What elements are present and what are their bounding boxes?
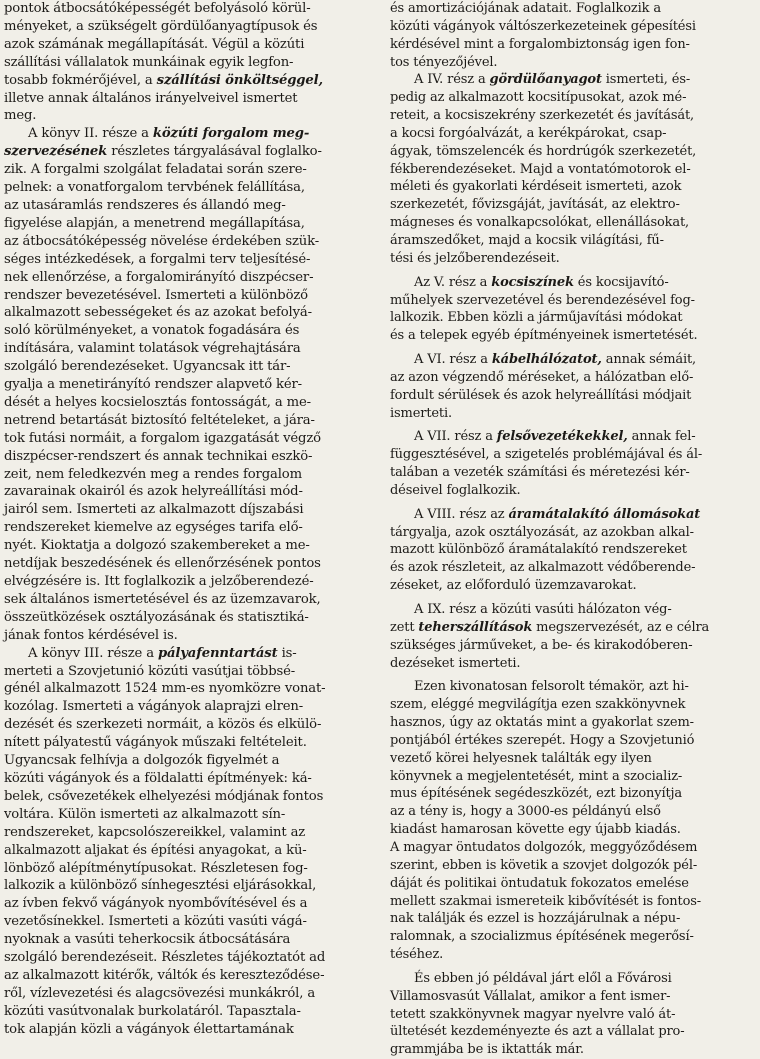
text-run: és azok részleteit, az alkalmazott védőberende- [390, 560, 696, 576]
text-line [4, 483, 366, 501]
text-line [390, 857, 752, 875]
text-run: közúti vasútvonalak burkolatáról. Tapasztala- [4, 1003, 301, 1019]
emphasized-term: kábelhálózatot, [491, 352, 602, 368]
text-line [4, 734, 366, 752]
text-line [4, 770, 366, 788]
text-run: ralomnak, a szocializmus építésének megerősí- [390, 929, 694, 945]
text-run: részletes tárgyalásával foglalko- [107, 144, 322, 160]
text-line [4, 72, 366, 90]
text-line [390, 292, 752, 310]
text-run: zett [390, 619, 419, 635]
text-line [390, 696, 752, 714]
text-line [4, 233, 366, 251]
text-line [390, 274, 752, 292]
text-run: A VII. rész a [414, 429, 497, 445]
text-line [4, 501, 366, 519]
text-run: ültetését kezdeményezte és azt a vállalat pro- [390, 1024, 685, 1040]
text-run: jairól sem. Ismerteti az alkalmazott díjszabási [4, 502, 304, 518]
text-run: ményeket, a szükségelt gördülőanyagtípusok és [4, 18, 318, 34]
text-run: Az V. rész a [414, 274, 492, 290]
text-line [390, 250, 752, 268]
text-line [390, 541, 752, 559]
text-run: kozólag. Ismerteti a vágányok alaprajzi elren- [4, 699, 304, 715]
text-line [4, 788, 366, 806]
text-line [4, 949, 366, 967]
text-line [390, 678, 752, 696]
text-line [390, 161, 752, 179]
text-run: zavarainak okairól és azok helyreállítási mód- [4, 484, 303, 500]
text-run: az a tény is, hogy a 3000-es példányú első [390, 804, 661, 820]
text-run: tárgyalja, azok osztályozását, az azokban alkal- [390, 524, 694, 540]
text-run: Villamosvasút Vállalat, amikor a fent ismer- [390, 988, 671, 1004]
text-run: jának fontos kérdésével is. [4, 627, 178, 643]
text-line [390, 387, 752, 405]
text-run: tetett szakkönyvnek magyar nyelvre való át- [390, 1006, 676, 1022]
text-run: netdíjak beszedésének és ellenőrzésének pontos [4, 556, 321, 572]
text-run: összeütközések osztályozásának és statisztiká- [4, 609, 309, 625]
text-line [390, 464, 752, 482]
text-line [4, 394, 366, 412]
text-run: belek, csővezetékek elhelyezési módjának fontos [4, 788, 324, 804]
text-run: a kocsi forgóalvázát, a kerékpárokat, csap- [390, 125, 667, 141]
text-run: déseivel foglalkozik. [390, 482, 521, 498]
emphasized-term: áramátalakító állomásokat [508, 506, 701, 522]
text-line [4, 895, 366, 913]
text-run: reteit, a kocsiszekrény szerkezetét és javítását, [390, 108, 695, 124]
text-run: tok futási normáit, a forgalom igazgatását végző [4, 430, 321, 446]
text-line [390, 309, 752, 327]
text-run: gyalja a menetirányító rendszer alapvető kér- [4, 377, 302, 393]
text-line [4, 0, 366, 18]
text-run: ismerteti. [390, 405, 452, 421]
emphasized-term: pályafenntartást [157, 645, 278, 661]
text-run: sek általános ismertetésével és az üzemzavarok, [4, 591, 321, 607]
text-run: ismerteti, és- [601, 72, 691, 88]
text-line [4, 430, 366, 448]
emphasized-term: kocsiszínek [491, 274, 574, 290]
text-run: függesztésével, a szigetelés problémájával és ál- [390, 447, 703, 463]
text-line [390, 178, 752, 196]
text-line [390, 655, 752, 673]
text-run: meg. [4, 108, 37, 124]
text-run: közúti vágányok és a földalatti építmények: ká- [4, 770, 312, 786]
text-run: diszpécser-rendszert és annak technikai eszkö- [4, 448, 313, 464]
text-line [390, 714, 752, 732]
text-line [390, 601, 752, 619]
text-line [390, 821, 752, 839]
emphasized-term: gördülőanyagot [489, 72, 602, 88]
emphasized-term: teherszállítások [418, 619, 533, 635]
text-run: vezető körei helyesnek találták egy ilyen [390, 750, 652, 766]
text-run: tési és jelzőberendezéseit. [390, 250, 560, 266]
text-line [4, 197, 366, 215]
text-line [390, 36, 752, 54]
text-run: rendszereket kiemelve az egységes tarifa elő- [4, 520, 303, 536]
text-line [4, 645, 366, 663]
text-run: A könyv III. része a [28, 645, 158, 661]
text-line [390, 875, 752, 893]
text-line [390, 351, 752, 369]
text-run: kiadást hamarosan követte egy újabb kiadás. [390, 822, 681, 838]
text-run: zeit, nem feledkezvén meg a rendes forgalom [4, 466, 302, 482]
text-line [390, 524, 752, 542]
text-run: mazott különböző áramátalakító rendszereket [390, 542, 687, 558]
text-run: séges intézkedések, a forgalmi terv teljesítésé- [4, 251, 311, 267]
text-run: nített pályatestű vágányok műszaki feltételeit. [4, 735, 307, 751]
text-run: fordult sérülések és azok helyreállítási módjait [390, 387, 692, 403]
text-line [390, 107, 752, 125]
text-run: áramszedőket, majd a kocsik világítási, fű- [390, 232, 664, 248]
text-run: szerint, ebben is követik a szovjet dolgozók pél- [390, 857, 698, 873]
text-line [390, 1041, 752, 1059]
text-line [390, 768, 752, 786]
text-run: A VI. rész a [414, 352, 492, 368]
text-run: zik. A forgalmi szolgálat feladatai során szere- [4, 162, 307, 178]
text-run: tosabb fokmérőjével, a [4, 72, 157, 88]
text-line [4, 573, 366, 591]
text-run: nek ellenőrzése, a forgalomirányító diszpécser- [4, 269, 314, 285]
text-line [4, 609, 366, 627]
text-run: annak fel- [627, 429, 696, 445]
text-run: szerkezetét, fővizsgáját, javítását, az elektro- [390, 197, 680, 213]
text-run: az azon végzendő méréseket, a hálózatban elő- [390, 369, 694, 385]
text-line [4, 913, 366, 931]
text-run: A IV. rész a [414, 72, 490, 88]
text-run: rendszer bevezetésével. Ismerteti a különböző [4, 287, 308, 303]
text-run: szolgáló berendezéseket. Ugyancsak itt tár- [4, 359, 291, 375]
text-run: rendszereket, kapcsolószereikkel, valamint az [4, 824, 306, 840]
text-run: zéseket, az előforduló üzemzavarokat. [390, 578, 637, 594]
text-run: mágneses és vonalkapcsolókat, ellenállásokat, [390, 215, 690, 231]
right-column [390, 0, 752, 1058]
text-run: szem, eléggé megvilágítja ezen szakkönyvnek [390, 697, 686, 713]
text-run: szállítási vállalatok munkáinak egyik legfon- [4, 54, 294, 70]
text-run: az alkalmazott kitérők, váltók és kereszteződése- [4, 967, 325, 983]
text-run: pedig az alkalmazott kocsitípusokat, azok mé- [390, 90, 687, 106]
text-line [4, 591, 366, 609]
left-column [4, 0, 366, 1037]
text-run: vezetősínekkel. Ismerteti a közúti vasúti vágá- [4, 914, 307, 930]
text-line [390, 910, 752, 928]
text-run: lalkozik a különböző sínhegesztési eljárásokkal, [4, 878, 317, 894]
text-run: tok alapján közli a vágányok élettartamának [4, 1021, 294, 1037]
text-run: pontjából értékes szerepét. Hogy a Szovjetunió [390, 732, 695, 748]
text-run: közúti vágányok váltószerkezeteinek gépesítési [390, 18, 696, 34]
text-line [4, 215, 366, 233]
text-line [390, 54, 752, 72]
emphasized-term: szállítási önköltséggel, [156, 72, 323, 88]
text-line [4, 376, 366, 394]
text-run: A IX. rész a közúti vasúti hálózaton vég- [414, 602, 672, 617]
text-run: könyvnek a megjelentetését, mint a szocializ- [390, 768, 683, 784]
text-run: lönböző alépítménytípusokat. Részletesen fog- [4, 860, 308, 876]
text-run: hasznos, úgy az oktatás mint a gyakorlat szem- [390, 715, 694, 731]
text-run: dezését és szerkezeti normáit, a közös és elkülö- [4, 717, 322, 733]
text-run: grammjába be is iktatták már. [390, 1042, 584, 1058]
text-run: annak sémáit, [601, 352, 697, 368]
text-line [390, 1023, 752, 1041]
text-run: Ezen kivonatosan felsorolt témakör, azt hi- [414, 679, 689, 695]
text-run: nak találják és ezzel is hozzájárulnak a népu- [390, 911, 681, 927]
text-line [4, 877, 366, 895]
text-run: szükséges járműveket, a be- és kirakodóberen- [390, 637, 693, 653]
text-run: dáját és politikai öntudatuk fokozatos emelése [390, 875, 689, 891]
text-run: fékberendezéseket. Majd a vontatómotorok el- [390, 161, 691, 177]
text-run: alkalmazott sebességeket és az azokat befolyá- [4, 305, 312, 321]
text-line [390, 369, 752, 387]
text-line [4, 1021, 366, 1039]
text-line [4, 322, 366, 340]
text-run: lalkozik. Ebben közli a járműjavítási módokat [390, 310, 683, 326]
text-run: A magyar öntudatos dolgozók, meggyőződésem [390, 839, 698, 855]
text-line [4, 304, 366, 322]
text-run: Ugyancsak felhívja a dolgozók figyelmét a [4, 753, 280, 769]
text-run: netrend betartását biztosító feltételeket, a jára- [4, 412, 315, 428]
text-run: soló körülményeket, a vonatok fogadására és [4, 323, 300, 339]
text-line [390, 785, 752, 803]
text-line [4, 519, 366, 537]
text-line [390, 143, 752, 161]
text-run: dezéseket ismerteti. [390, 655, 521, 671]
text-line [4, 161, 366, 179]
text-run: ről, vízlevezetési és alagcsövezési munkákról, a [4, 985, 316, 1001]
text-line [390, 750, 752, 768]
text-run: A könyv II. része a [28, 126, 153, 142]
text-run: megszervezését, az e célra [532, 619, 710, 635]
text-line [390, 214, 752, 232]
text-line [4, 716, 366, 734]
text-line [390, 928, 752, 946]
text-line [4, 358, 366, 376]
text-run: is- [277, 645, 297, 661]
text-line [390, 803, 752, 821]
text-run: méleti és gyakorlati kérdéseit ismerteti, azok [390, 179, 682, 195]
text-line [4, 537, 366, 555]
text-line [390, 327, 752, 345]
text-line [4, 412, 366, 430]
text-run: illetve annak általános irányelveivel ismertet [4, 90, 298, 106]
text-line [4, 752, 366, 770]
text-run: és a telepek egyéb építményeinek ismertetését. [390, 328, 698, 344]
text-line [4, 931, 366, 949]
text-line [4, 860, 366, 878]
text-line [4, 36, 366, 54]
text-line [4, 680, 366, 698]
text-run: és amortizációjának adatait. Foglalkozik a [390, 1, 661, 16]
text-line [4, 698, 366, 716]
text-line [390, 839, 752, 857]
text-line [390, 196, 752, 214]
text-run: az utasáramlás rendszeres és állandó meg- [4, 197, 286, 213]
text-line [390, 946, 752, 964]
text-line [4, 1003, 366, 1021]
text-line [4, 627, 366, 645]
text-line [4, 18, 366, 36]
text-run: voltára. Külön ismerteti az alkalmazott sín- [4, 806, 286, 822]
text-line [390, 428, 752, 446]
text-line [4, 663, 366, 681]
text-line [4, 824, 366, 842]
text-line [4, 107, 366, 125]
text-line [390, 559, 752, 577]
text-line [390, 0, 752, 18]
text-line [390, 18, 752, 36]
text-line [390, 506, 752, 524]
text-run: szolgáló berendezéseit. Részletes tájékoztatót ad [4, 950, 326, 966]
text-line [4, 179, 366, 197]
text-line [390, 577, 752, 595]
text-line [4, 967, 366, 985]
text-run: azok számának megállapítását. Végül a közúti [4, 36, 305, 52]
text-run: indítására, valamint tolatások végrehajtására [4, 341, 301, 357]
text-run: pelnek: a vonatforgalom tervbének felállítása, [4, 180, 305, 196]
text-line [390, 232, 752, 250]
text-run: merteti a Szovjetunió közúti vasútjai többsé- [4, 663, 296, 679]
text-line [390, 893, 752, 911]
text-run: talában a vezeték számítási és méretezési kér- [390, 465, 690, 481]
text-line [390, 405, 752, 423]
text-run: nyét. Kioktatja a dolgozó szakembereket a me- [4, 538, 310, 554]
text-run: téséhez. [390, 947, 444, 963]
text-line [4, 269, 366, 287]
text-run: elvégzésére is. Itt foglalkozik a jelzőberendezé- [4, 574, 314, 589]
text-line [390, 1006, 752, 1024]
emphasized-term: felsővezetékekkel, [496, 429, 628, 445]
text-line [390, 619, 752, 637]
text-run: ágyak, tömszelencék és hordrúgók szerkezetét, [390, 143, 697, 159]
text-run: nyoknak a vasúti teherkocsik átbocsátására [4, 932, 291, 948]
text-run: figyelése alapján, a menetrend megállapítása, [4, 215, 305, 231]
text-run: az átbocsátóképesség növelése érdekében szük- [4, 233, 320, 249]
text-line [390, 637, 752, 655]
text-run: dését a helyes kocsielosztás fontosságát, a me- [4, 394, 311, 410]
text-run: pontok átbocsátóképességét befolyásoló körül- [4, 1, 311, 16]
text-line [4, 54, 366, 72]
text-line [390, 988, 752, 1006]
text-line [4, 842, 366, 860]
text-line [4, 90, 366, 108]
text-line [4, 466, 366, 484]
text-run: tos tényezőjével. [390, 54, 498, 70]
text-line [4, 287, 366, 305]
emphasized-term: közúti forgalom meg- [152, 126, 310, 142]
emphasized-term: szervezésének [4, 144, 108, 160]
text-run: alkalmazott aljakat és építési anyagokat, a kü- [4, 842, 307, 858]
text-run: az ívben fekvő vágányok nyombővítésével és a [4, 896, 308, 912]
text-line [4, 340, 366, 358]
text-line [4, 555, 366, 573]
text-run: mus építésének segédeszközét, ezt bizonyítja [390, 786, 683, 802]
text-line [4, 806, 366, 824]
text-line [390, 482, 752, 500]
text-line [390, 732, 752, 750]
text-run: mellett szakmai ismereteik kibővítését is fontos- [390, 893, 702, 909]
text-run: És ebben jó példával járt elől a Fővárosi [414, 970, 672, 986]
text-line [4, 143, 366, 161]
text-run: kérdésével mint a forgalombiztonság igen fon- [390, 36, 690, 52]
text-line [390, 970, 752, 988]
text-line [4, 985, 366, 1003]
text-line [4, 125, 366, 143]
text-line [4, 251, 366, 269]
text-line [390, 71, 752, 89]
text-line [390, 446, 752, 464]
text-run: génél alkalmazott 1524 mm-es nyomközre vonat- [4, 681, 326, 697]
text-line [390, 89, 752, 107]
text-line [390, 125, 752, 143]
text-line [4, 448, 366, 466]
text-run: és kocsijavító- [573, 274, 669, 290]
text-run: A VIII. rész az [414, 506, 509, 522]
text-run: műhelyek szervezetével és berendezésével fog- [390, 292, 695, 308]
